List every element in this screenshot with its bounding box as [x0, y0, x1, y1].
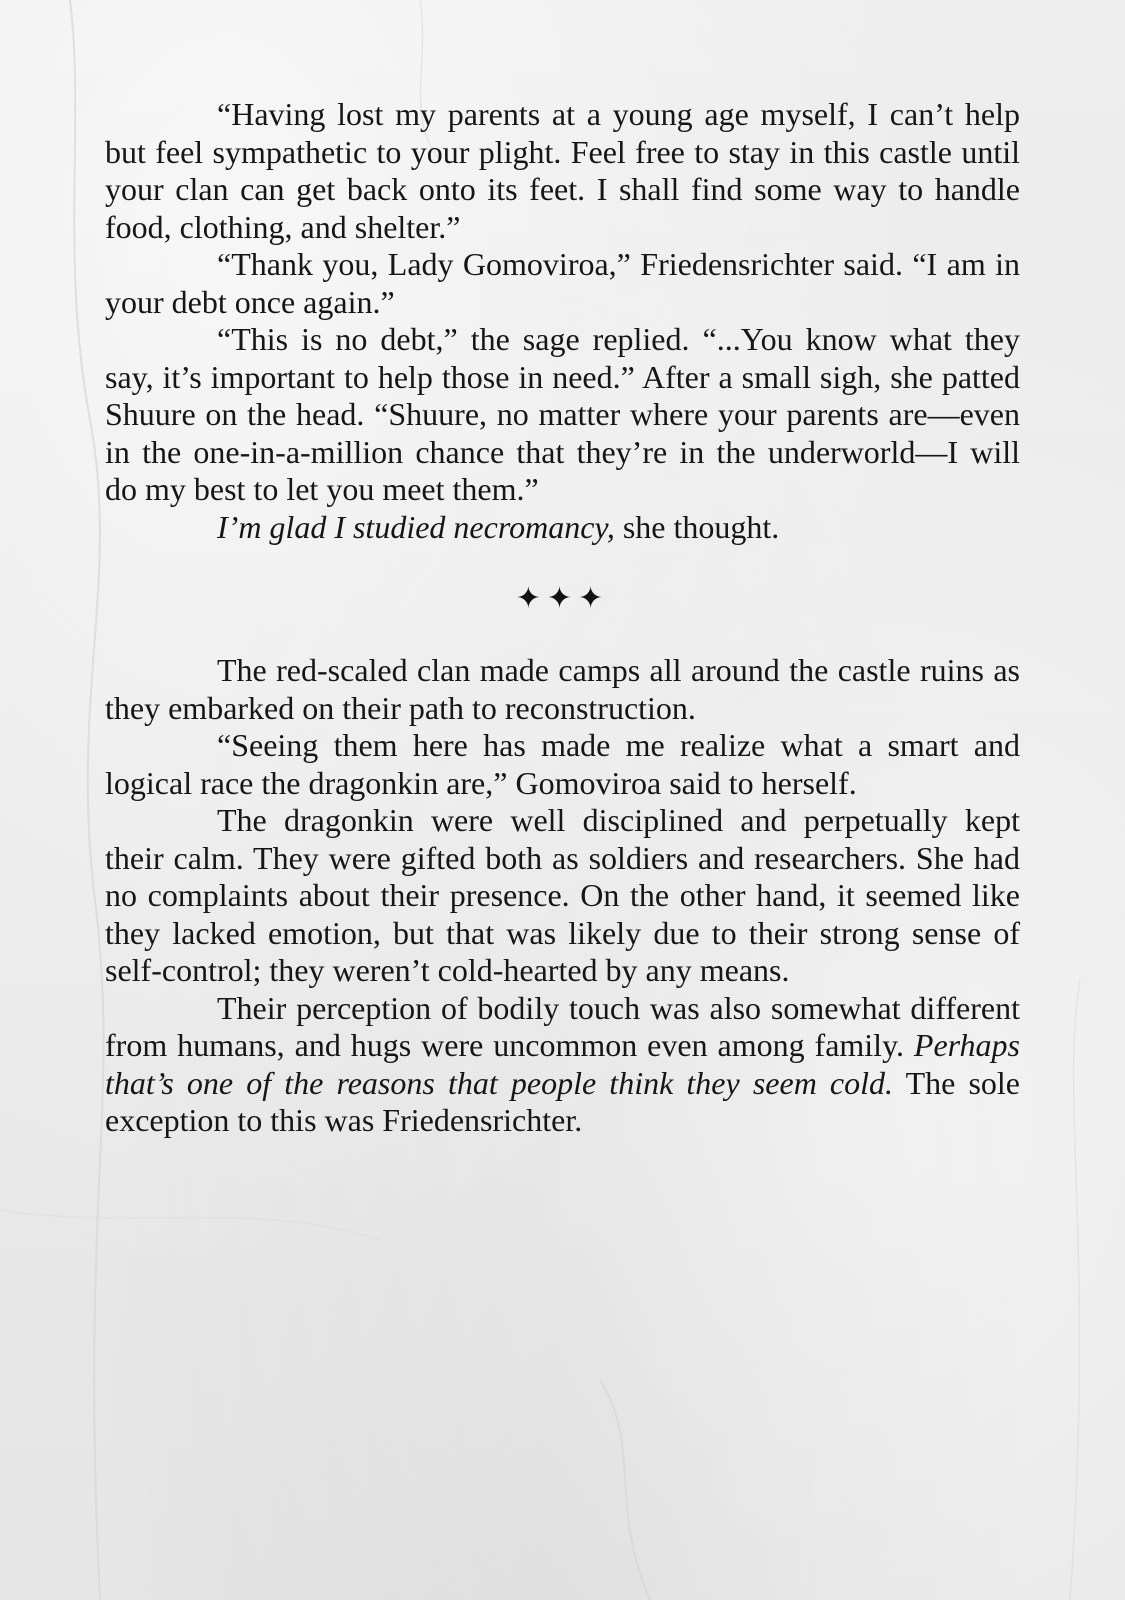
- text-segment: “Having lost my parents at a young age myself, I can’t help but feel sympathetic to your plight. Feel free to stay in this castle until your clan can get back onto its feet. I shall find some way to handle food, clothing, and shelter.”: [105, 96, 1020, 245]
- paragraph: [105, 802, 1020, 990]
- italic-text: Perhaps that’s one of the reasons that people think they seem cold.: [105, 1027, 1020, 1101]
- scene-break-separator: ✦✦✦: [515, 582, 610, 615]
- italic-text: I’m glad I studied necromancy,: [217, 508, 615, 545]
- section-after-break: [105, 652, 1020, 1140]
- paragraph: [105, 96, 1020, 246]
- section-before-break: [105, 96, 1020, 546]
- text-segment: “Thank you, Lady Gomoviroa,” Friedensrichter said. “I am in your debt once again.”: [105, 246, 1020, 320]
- paragraph: [105, 652, 1020, 727]
- paragraph: [105, 990, 1020, 1140]
- text-segment: The sole exception to this was Friedensrichter.: [105, 1064, 1021, 1138]
- paragraph: [105, 509, 1020, 547]
- body-text: [105, 96, 1020, 1140]
- paragraph: [105, 727, 1020, 802]
- text-segment: she thought.: [614, 508, 780, 545]
- text-segment: The red-scaled clan made camps all around the castle ruins as they embarked on their path to reconstruction.: [105, 652, 1020, 726]
- text-segment: “This is no debt,” the sage replied. “...You know what they say, it’s important to help those in need.” After a small sigh, she patted Shuure on the head. “Shuure, no matter where your parents are—even in the one-in-a-million chance that they’re in the underworld—I will do my best to let you meet them.”: [105, 321, 1020, 507]
- paragraph: [105, 321, 1020, 509]
- paragraph: [105, 246, 1020, 321]
- text-segment: The dragonkin were well disciplined and perpetually kept their calm. They were gifted both as soldiers and researchers. She had no complaints about their presence. On the other hand, it seemed like they lacked emotion, but that was likely due to their strong sense of self-control; they weren’t cold-hearted by any means.: [105, 802, 1020, 988]
- text-segment: Their perception of bodily touch was also somewhat different from humans, and hugs were uncommon even among family.: [105, 989, 1020, 1063]
- text-segment: “Seeing them here has made me realize what a smart and logical race the dragonkin are,” Gomoviroa said to herself.: [105, 727, 1020, 801]
